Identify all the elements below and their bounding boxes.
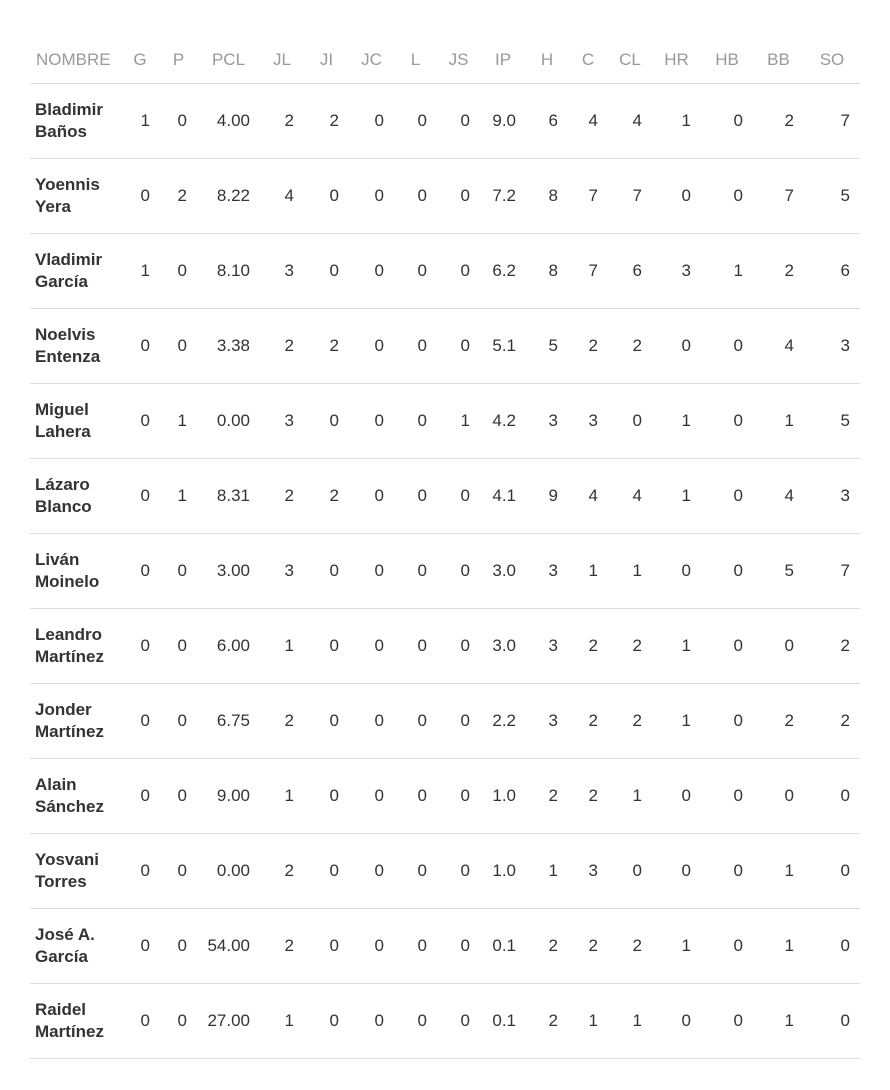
column-header-hb: HB (701, 36, 753, 84)
stat-jl: 1 (260, 609, 304, 684)
player-name (30, 384, 120, 459)
stat-hr: 1 (652, 609, 701, 684)
stat-cl: 1 (608, 534, 652, 609)
stat-l: 0 (394, 909, 437, 984)
stat-pcl: 0.00 (197, 384, 260, 459)
stat-so: 0 (804, 909, 860, 984)
stat-ji: 2 (304, 459, 349, 534)
player-first-name: Leandro (35, 625, 103, 644)
stat-pcl: 54.00 (197, 909, 260, 984)
stat-jc: 0 (349, 84, 394, 159)
stat-c: 1 (568, 534, 608, 609)
stat-h: 8 (526, 234, 568, 309)
stat-pcl: 3.38 (197, 309, 260, 384)
stat-jl: 3 (260, 384, 304, 459)
stat-jc: 0 (349, 909, 394, 984)
stat-l: 0 (394, 834, 437, 909)
stat-h: 2 (526, 909, 568, 984)
column-header-p: P (160, 36, 197, 84)
player-first-name: Lázaro (35, 475, 90, 494)
stat-hb: 0 (701, 309, 753, 384)
column-header-ip: IP (480, 36, 526, 84)
stat-p: 0 (160, 234, 197, 309)
stat-p: 2 (160, 159, 197, 234)
stat-g: 0 (120, 384, 160, 459)
stat-hr: 1 (652, 909, 701, 984)
stat-h: 3 (526, 609, 568, 684)
stat-js: 0 (437, 159, 480, 234)
stat-so: 5 (804, 159, 860, 234)
stat-ji: 2 (304, 84, 349, 159)
stat-c: 4 (568, 459, 608, 534)
player-first-name: Liván (35, 550, 80, 569)
stat-bb: 1 (753, 909, 804, 984)
stat-hb: 0 (701, 384, 753, 459)
stat-p: 1 (160, 459, 197, 534)
stat-js: 0 (437, 309, 480, 384)
stat-ip: 2.2 (480, 684, 526, 759)
stat-jl: 2 (260, 909, 304, 984)
stat-jc: 0 (349, 609, 394, 684)
table-row (30, 84, 860, 159)
stat-l: 0 (394, 234, 437, 309)
stat-hb: 0 (701, 834, 753, 909)
stat-hr: 1 (652, 384, 701, 459)
player-first-name: Vladimir (35, 250, 103, 269)
player-name (30, 834, 120, 909)
stat-c: 2 (568, 609, 608, 684)
player-name (30, 984, 120, 1059)
stat-so: 3 (804, 309, 860, 384)
stat-bb: 0 (753, 759, 804, 834)
column-header-jc: JC (349, 36, 394, 84)
stat-cl: 2 (608, 309, 652, 384)
column-header-jl: JL (260, 36, 304, 84)
stat-jc: 0 (349, 384, 394, 459)
table-row (30, 984, 860, 1059)
stat-jc: 0 (349, 159, 394, 234)
stat-ji: 0 (304, 909, 349, 984)
player-first-name: Yosvani (35, 850, 99, 869)
stat-cl: 6 (608, 234, 652, 309)
stat-pcl: 8.10 (197, 234, 260, 309)
stat-bb: 4 (753, 459, 804, 534)
stat-cl: 1 (608, 759, 652, 834)
player-last-name: Sánchez (35, 797, 104, 816)
stat-h: 8 (526, 159, 568, 234)
player-name (30, 459, 120, 534)
stat-hb: 0 (701, 759, 753, 834)
table-row (30, 684, 860, 759)
stat-pcl: 9.00 (197, 759, 260, 834)
stat-ip: 6.2 (480, 234, 526, 309)
player-last-name: Entenza (35, 347, 101, 366)
stat-cl: 2 (608, 684, 652, 759)
stat-ji: 2 (304, 309, 349, 384)
stat-jc: 0 (349, 309, 394, 384)
pitching-stats-container (30, 36, 860, 1059)
table-header-row (30, 36, 860, 84)
stat-ji: 0 (304, 984, 349, 1059)
stat-so: 0 (804, 984, 860, 1059)
stat-bb: 7 (753, 159, 804, 234)
stat-hr: 0 (652, 984, 701, 1059)
column-header-ji: JI (304, 36, 349, 84)
stat-jl: 1 (260, 759, 304, 834)
stat-p: 0 (160, 609, 197, 684)
stat-g: 0 (120, 159, 160, 234)
stat-hb: 0 (701, 534, 753, 609)
stat-g: 0 (120, 909, 160, 984)
column-header-h: H (526, 36, 568, 84)
stat-ji: 0 (304, 834, 349, 909)
stat-bb: 1 (753, 384, 804, 459)
stat-hb: 0 (701, 159, 753, 234)
stat-l: 0 (394, 384, 437, 459)
stat-pcl: 8.22 (197, 159, 260, 234)
player-last-name: Martínez (35, 722, 104, 741)
stat-g: 0 (120, 534, 160, 609)
stat-js: 0 (437, 609, 480, 684)
stat-jl: 3 (260, 234, 304, 309)
player-last-name: Baños (35, 122, 87, 141)
stat-pcl: 8.31 (197, 459, 260, 534)
player-name (30, 234, 120, 309)
stat-jl: 4 (260, 159, 304, 234)
stat-js: 0 (437, 909, 480, 984)
stat-hb: 0 (701, 84, 753, 159)
stat-so: 7 (804, 84, 860, 159)
stat-ip: 0.1 (480, 984, 526, 1059)
stat-p: 0 (160, 684, 197, 759)
stat-pcl: 6.75 (197, 684, 260, 759)
stat-js: 0 (437, 684, 480, 759)
stat-g: 1 (120, 84, 160, 159)
stat-g: 0 (120, 609, 160, 684)
player-name (30, 759, 120, 834)
stat-js: 0 (437, 234, 480, 309)
column-header-l: L (394, 36, 437, 84)
table-row (30, 159, 860, 234)
stat-hb: 0 (701, 984, 753, 1059)
stat-jl: 2 (260, 834, 304, 909)
stat-h: 3 (526, 684, 568, 759)
player-last-name: Martínez (35, 1022, 104, 1041)
stat-p: 0 (160, 909, 197, 984)
stat-pcl: 0.00 (197, 834, 260, 909)
stat-ji: 0 (304, 684, 349, 759)
stat-h: 2 (526, 759, 568, 834)
stat-js: 0 (437, 984, 480, 1059)
player-name (30, 84, 120, 159)
player-first-name: Miguel (35, 400, 89, 419)
stat-pcl: 4.00 (197, 84, 260, 159)
stat-bb: 1 (753, 834, 804, 909)
stat-jc: 0 (349, 684, 394, 759)
stat-c: 7 (568, 159, 608, 234)
table-row (30, 759, 860, 834)
stat-l: 0 (394, 84, 437, 159)
stat-cl: 2 (608, 909, 652, 984)
stat-hr: 0 (652, 834, 701, 909)
stat-p: 0 (160, 834, 197, 909)
stat-ip: 9.0 (480, 84, 526, 159)
player-name (30, 159, 120, 234)
stat-jc: 0 (349, 459, 394, 534)
player-name (30, 909, 120, 984)
table-row (30, 609, 860, 684)
table-row (30, 909, 860, 984)
stat-cl: 0 (608, 834, 652, 909)
stat-so: 7 (804, 534, 860, 609)
stat-l: 0 (394, 984, 437, 1059)
stat-ip: 0.1 (480, 909, 526, 984)
stat-jl: 2 (260, 459, 304, 534)
column-header-hr: HR (652, 36, 701, 84)
stat-c: 2 (568, 309, 608, 384)
stat-so: 0 (804, 834, 860, 909)
stat-js: 0 (437, 834, 480, 909)
stat-ip: 3.0 (480, 534, 526, 609)
stat-g: 0 (120, 759, 160, 834)
stat-p: 0 (160, 309, 197, 384)
player-first-name: José A. (35, 925, 95, 944)
stat-c: 2 (568, 909, 608, 984)
column-header-js: JS (437, 36, 480, 84)
stat-cl: 4 (608, 459, 652, 534)
column-header-pcl: PCL (197, 36, 260, 84)
stat-c: 2 (568, 684, 608, 759)
column-header-nombre: NOMBRE (30, 36, 120, 84)
stat-bb: 2 (753, 234, 804, 309)
table-row (30, 834, 860, 909)
player-last-name: Yera (35, 197, 71, 216)
stat-hb: 0 (701, 684, 753, 759)
stat-c: 3 (568, 834, 608, 909)
column-header-cl: CL (608, 36, 652, 84)
stat-hb: 0 (701, 609, 753, 684)
stat-hr: 0 (652, 759, 701, 834)
stat-jc: 0 (349, 834, 394, 909)
player-first-name: Jonder (35, 700, 92, 719)
stat-ji: 0 (304, 234, 349, 309)
stat-g: 0 (120, 684, 160, 759)
stat-hr: 1 (652, 84, 701, 159)
stat-c: 2 (568, 759, 608, 834)
stat-g: 0 (120, 834, 160, 909)
stat-p: 0 (160, 534, 197, 609)
stat-l: 0 (394, 684, 437, 759)
player-last-name: Moinelo (35, 572, 100, 591)
stat-cl: 2 (608, 609, 652, 684)
player-last-name: Martínez (35, 647, 104, 666)
stat-p: 0 (160, 984, 197, 1059)
stat-h: 1 (526, 834, 568, 909)
stat-so: 5 (804, 384, 860, 459)
table-row (30, 309, 860, 384)
stat-so: 2 (804, 609, 860, 684)
player-name (30, 534, 120, 609)
stat-jc: 0 (349, 534, 394, 609)
stat-ip: 1.0 (480, 759, 526, 834)
stat-jc: 0 (349, 984, 394, 1059)
stat-g: 0 (120, 309, 160, 384)
stat-hb: 1 (701, 234, 753, 309)
stat-l: 0 (394, 309, 437, 384)
stat-c: 7 (568, 234, 608, 309)
stat-hb: 0 (701, 909, 753, 984)
stat-p: 0 (160, 759, 197, 834)
column-header-g: G (120, 36, 160, 84)
table-body (30, 84, 860, 1059)
stat-ip: 7.2 (480, 159, 526, 234)
stat-js: 0 (437, 459, 480, 534)
stat-cl: 1 (608, 984, 652, 1059)
stat-g: 0 (120, 984, 160, 1059)
stat-h: 3 (526, 384, 568, 459)
stat-pcl: 27.00 (197, 984, 260, 1059)
stat-so: 0 (804, 759, 860, 834)
stat-c: 4 (568, 84, 608, 159)
stat-ip: 1.0 (480, 834, 526, 909)
stat-bb: 2 (753, 84, 804, 159)
column-header-so: SO (804, 36, 860, 84)
stat-p: 0 (160, 84, 197, 159)
stat-ip: 4.2 (480, 384, 526, 459)
stat-jl: 2 (260, 684, 304, 759)
stat-jl: 1 (260, 984, 304, 1059)
table-row (30, 384, 860, 459)
stat-c: 1 (568, 984, 608, 1059)
pitching-stats-table (30, 36, 860, 1059)
stat-cl: 4 (608, 84, 652, 159)
player-first-name: Bladimir (35, 100, 104, 119)
stat-jc: 0 (349, 759, 394, 834)
player-first-name: Alain (35, 775, 77, 794)
stat-js: 0 (437, 534, 480, 609)
stat-cl: 0 (608, 384, 652, 459)
stat-h: 5 (526, 309, 568, 384)
stat-js: 0 (437, 84, 480, 159)
stat-jc: 0 (349, 234, 394, 309)
player-first-name: Yoennis (35, 175, 100, 194)
player-first-name: Raidel (35, 1000, 87, 1019)
stat-jl: 2 (260, 84, 304, 159)
stat-ji: 0 (304, 159, 349, 234)
stat-ip: 5.1 (480, 309, 526, 384)
stat-hr: 1 (652, 684, 701, 759)
table-row (30, 459, 860, 534)
stat-bb: 5 (753, 534, 804, 609)
stat-hr: 1 (652, 459, 701, 534)
player-last-name: García (35, 272, 88, 291)
column-header-bb: BB (753, 36, 804, 84)
player-last-name: Lahera (35, 422, 91, 441)
stat-hb: 0 (701, 459, 753, 534)
stat-g: 1 (120, 234, 160, 309)
stat-l: 0 (394, 534, 437, 609)
player-last-name: García (35, 947, 88, 966)
stat-pcl: 3.00 (197, 534, 260, 609)
player-first-name: Noelvis (35, 325, 96, 344)
stat-ji: 0 (304, 609, 349, 684)
stat-js: 1 (437, 384, 480, 459)
stat-c: 3 (568, 384, 608, 459)
stat-l: 0 (394, 759, 437, 834)
stat-so: 3 (804, 459, 860, 534)
stat-hr: 3 (652, 234, 701, 309)
stat-ip: 4.1 (480, 459, 526, 534)
stat-js: 0 (437, 759, 480, 834)
stat-l: 0 (394, 609, 437, 684)
stat-so: 6 (804, 234, 860, 309)
stat-h: 9 (526, 459, 568, 534)
stat-hr: 0 (652, 159, 701, 234)
stat-g: 0 (120, 459, 160, 534)
stat-h: 3 (526, 534, 568, 609)
stat-l: 0 (394, 459, 437, 534)
stat-hr: 0 (652, 309, 701, 384)
stat-jl: 2 (260, 309, 304, 384)
stat-cl: 7 (608, 159, 652, 234)
player-name (30, 684, 120, 759)
stat-ji: 0 (304, 384, 349, 459)
stat-p: 1 (160, 384, 197, 459)
stat-so: 2 (804, 684, 860, 759)
stat-bb: 0 (753, 609, 804, 684)
table-row (30, 534, 860, 609)
player-last-name: Torres (35, 872, 87, 891)
table-row (30, 234, 860, 309)
stat-bb: 4 (753, 309, 804, 384)
stat-bb: 1 (753, 984, 804, 1059)
stat-h: 6 (526, 84, 568, 159)
stat-ji: 0 (304, 534, 349, 609)
player-last-name: Blanco (35, 497, 92, 516)
player-name (30, 609, 120, 684)
stat-hr: 0 (652, 534, 701, 609)
stat-jl: 3 (260, 534, 304, 609)
stat-l: 0 (394, 159, 437, 234)
stat-h: 2 (526, 984, 568, 1059)
stat-pcl: 6.00 (197, 609, 260, 684)
stat-ji: 0 (304, 759, 349, 834)
stat-ip: 3.0 (480, 609, 526, 684)
player-name (30, 309, 120, 384)
stat-bb: 2 (753, 684, 804, 759)
column-header-c: C (568, 36, 608, 84)
